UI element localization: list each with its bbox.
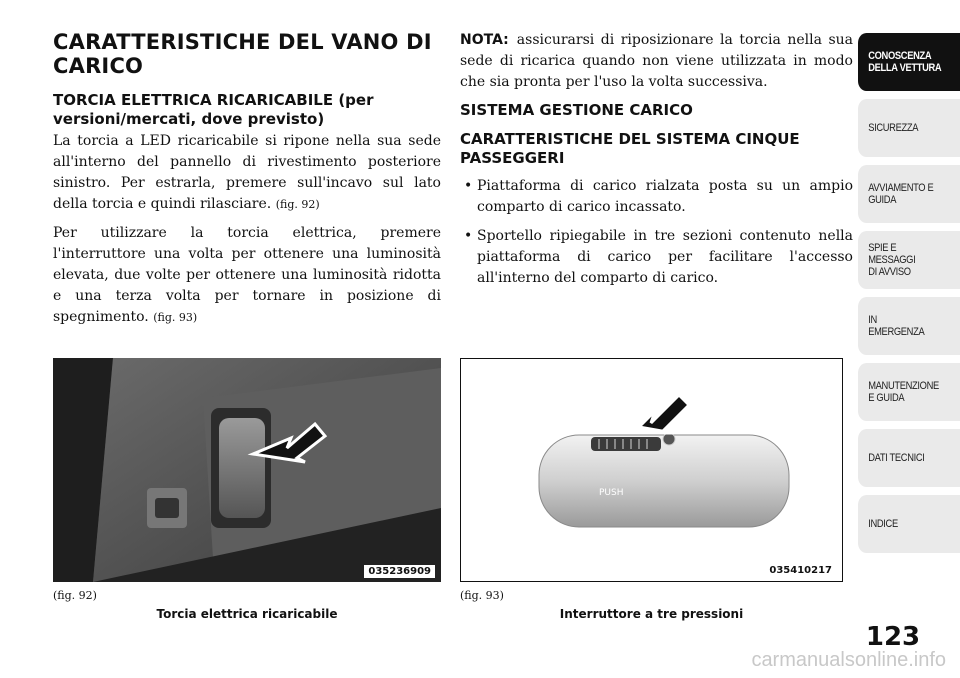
figure-93-caption: Interruttore a tre pressioni [559, 607, 744, 621]
tab-emergenza[interactable]: IN EMERGENZA [858, 297, 960, 355]
flashlight-photo [53, 358, 441, 582]
figure-92-image [53, 358, 441, 582]
section-heading-torcia: TORCIA ELETTRICA RICARICABILE (per versioni/mercati, dove previsto) [53, 91, 374, 128]
tab-avviamento-guida[interactable]: AVVIAMENTO E GUIDA [858, 165, 960, 223]
left-column [53, 30, 441, 336]
figure-93-code: 035410217 [769, 565, 832, 576]
note-paragraph: NOTA: assicurarsi di riposizionare la torcia nella sua sede di ricarica quando non viene utilizzata in modo che sia pronta per l'uso la volta successiva. [460, 32, 853, 90]
tab-dati-tecnici[interactable]: DATI TECNICI [858, 429, 960, 487]
page-title: CARATTERISTICHE DEL VANO DI CARICO [53, 30, 432, 78]
paragraph-torcia-usage: Per utilizzare la torcia elettrica, premere l'interruttore una volta per ottenere una luminosità elevata, due volte per ottenere una luminosità ridotta e una terza volta per tornare in posizione di spegnimento. (fig. 93) [53, 225, 441, 325]
section-heading-cinque-passeggeri: CARATTERISTICHE DEL SISTEMA CINQUE PASSEGGERI [460, 130, 800, 167]
section-heading-gestione-carico: SISTEMA GESTIONE CARICO [460, 101, 693, 119]
right-column [460, 30, 853, 297]
tab-conoscenza-vettura[interactable]: CONOSCENZA DELLA VETTURA [858, 33, 960, 91]
note-label: NOTA: [460, 32, 509, 48]
chapter-tabs [858, 33, 960, 561]
tab-spie-messaggi[interactable]: SPIE E MESSAGGI DI AVVISO [858, 231, 960, 289]
list-item: • Sportello ripiegabile in tre sezioni contenuto nella piattaforma di carico per facilitare l'accesso all'interno del comparto di carico. [464, 228, 853, 286]
tab-indice[interactable]: INDICE [858, 495, 960, 553]
page-number: 123 [865, 622, 921, 652]
figure-93-image [460, 358, 843, 582]
figure-92-number: (fig. 92) [53, 589, 97, 602]
feature-list [460, 176, 853, 289]
tab-sicurezza[interactable]: SICUREZZA [858, 99, 960, 157]
tab-manutenzione[interactable]: MANUTENZIONE E GUIDA [858, 363, 960, 421]
fig-93-reference[interactable]: (fig. 93) [153, 311, 198, 324]
watermark: carmanualsonline.info [751, 649, 946, 671]
figure-92-code: 035236909 [364, 565, 435, 578]
push-label: PUSH [599, 488, 624, 498]
fig-92-reference[interactable]: (fig. 92) [275, 198, 320, 211]
figure-93-number: (fig. 93) [460, 589, 504, 602]
switch-photo [461, 359, 842, 581]
figure-92-caption: Torcia elettrica ricaricabile [156, 607, 338, 621]
paragraph-torcia-storage: La torcia a LED ricaricabile si ripone nella sua sede all'interno del pannello di rivestimento posteriore sinistro. Per estrarla, premere sull'incavo sul lato della torcia e quindi rilasciare. (fig. 92) [53, 133, 441, 212]
list-item: • Piattaforma di carico rialzata posta su un ampio comparto di carico incassato. [464, 178, 853, 215]
